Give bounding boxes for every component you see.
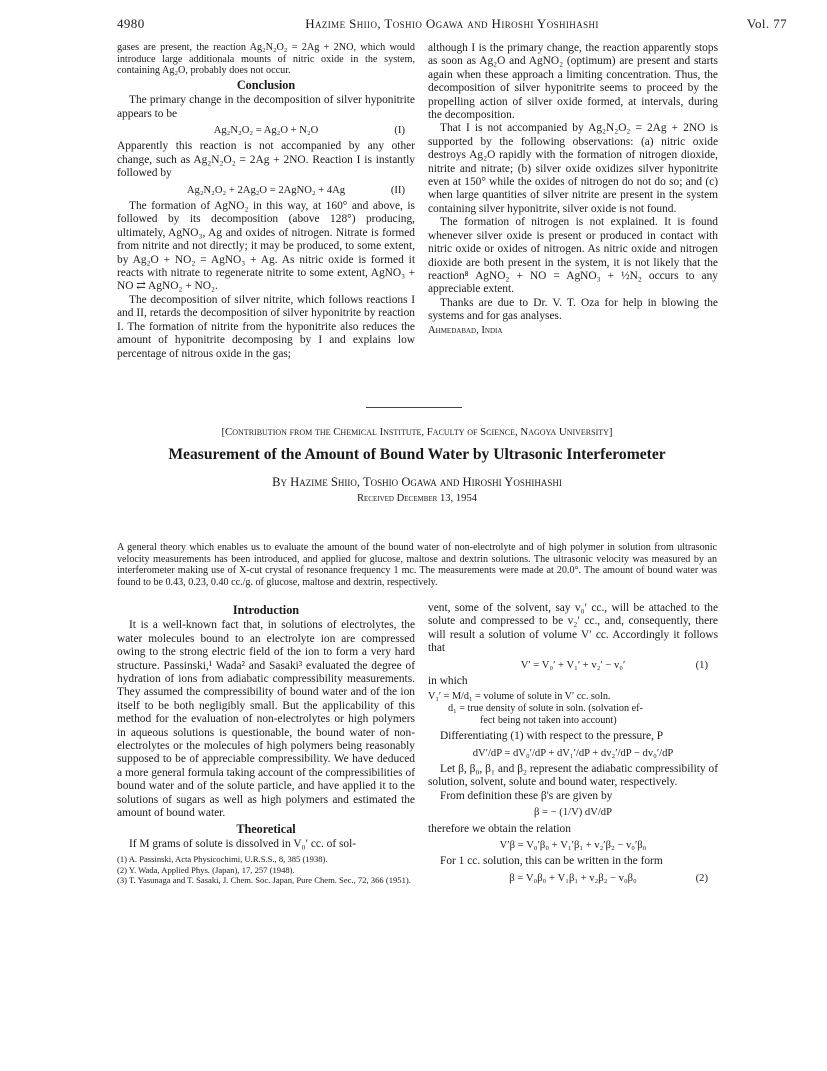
- equation-text: Ag₂N₂O₂ + 2Ag₂O = 2AgNO₂ + 4Ag: [186, 184, 346, 196]
- equation-II: [117, 184, 415, 197]
- abstract: A general theory which enables us to evaluate the amount of the bound water of non-electrolyte and of high polymer in solution from ultrasonic velocity measurements has been introduced, and applied for glucose, maltose and dextrin solutions. The ultrasonic velocity was measured by an interferometer making use of X-cut crystal of resonance frequency 1 mc. The measurements were made at 20.0°. The amount of bound water was found to be 0.43, 0.23, 0.40 cc./g. of glucose, maltose and dextrin, respectively.: [117, 542, 717, 588]
- article-right-column: [428, 602, 718, 888]
- equation-text: β = V₀β₀ + V₁β₁ + v₂β₂ − v₀β₀: [509, 872, 637, 884]
- article-divider: [366, 407, 462, 408]
- right-paragraph: Let β, β₀, β₁ and β₂ represent the adiabatic compressibility of solution, solvent, solute and bound water, respectively.: [428, 763, 718, 789]
- conclusion-heading: Conclusion: [236, 77, 296, 92]
- running-title: Hazime Shiio, Toshio Ogawa and Hiroshi Yoshihashi: [305, 16, 599, 31]
- right-paragraph: Differentiating (1) with respect to the pressure, P: [440, 730, 664, 743]
- equation-number: (I): [394, 125, 405, 136]
- equation-text: V′ = V₀′ + V₁′ + v₂′ − v₀′: [520, 659, 626, 671]
- prev-right-paragraph: The formation of nitrogen is not explained. It is found whenever silver oxide is present or produced in contact with nitric oxide or oxides of nitrogen. As nitric oxide and nitrogen dioxide are both present in the system, it is not likely that the reaction⁸ AgNO₂ + NO = AgNO₃ + ½N₂ occurs to any appreciable extent.: [428, 216, 718, 296]
- definition: fect being not taken into account): [480, 714, 617, 726]
- equation-text: Ag₂N₂O₂ = Ag₂O + N₂O: [213, 125, 319, 136]
- equation-1: [428, 659, 718, 672]
- prev-left-paragraph: The primary change in the decomposition of silver hyponitrite appears to be: [117, 94, 415, 120]
- definition: d₁ = true density of solute in soln. (solvation ef-: [448, 703, 643, 715]
- right-paragraph: For 1 cc. solution, this can be written in the form: [440, 855, 663, 868]
- equation-number: (II): [390, 184, 405, 196]
- equation-number: (1): [695, 659, 708, 671]
- equation-text: dV′/dP = dV₀′/dP + dV₁′/dP + dv₂′/dP − dv₀′/dP: [472, 747, 674, 759]
- received-date: Received December 13, 1954: [356, 493, 478, 504]
- footnote: (3) T. Yasunaga and T. Sasaki, J. Chem. Soc. Japan, Pure Chem. Sec., 72, 366 (1951).: [117, 874, 411, 885]
- right-paragraph: vent, some of the solvent, say v₀′ cc., will be attached to the solute and compressed to be v₂′ cc., and, consequently, there will result a solution of volume V′ cc. Accordingly it follows that: [428, 602, 718, 655]
- prev-article-right-column: [428, 42, 718, 337]
- equation-derivative: [428, 747, 718, 760]
- equation-2: [428, 872, 718, 885]
- prev-right-paragraph: That I is not accompanied by Ag₂N₂O₂ = 2Ag + 2NO is supported by the following observations: (a) nitric oxide destroys Ag₂O rapidly with the formation of nitrogen dioxide, nitrite and nitrate; (b) silver oxide oxidizes silver hyponitrite even at 150° while the oxides of nitrogen do not do so; and (c) when large quantities of silver nitrite are present in the system containing silver hyponitrite, silver oxide is not found.: [428, 122, 718, 215]
- acknowledgement: Thanks are due to Dr. V. T. Oza for help in blowing the systems and for gas analyses.: [428, 296, 718, 323]
- equation-I: [117, 124, 415, 137]
- footnote: (2) Y. Wada, Applied Phys. (Japan), 17, 257 (1948).: [117, 864, 295, 875]
- equation-text: V′β = V₀′β₀ + V₁′β₁ + v₂′β₂ − v₀′β₀: [499, 840, 647, 852]
- introduction-heading: Introduction: [232, 603, 300, 617]
- article-title: Measurement of the Amount of Bound Water by Ultrasonic Interferometer: [168, 446, 666, 463]
- introduction-paragraph: It is a well-known fact that, in solutions of electrolytes, the water molecules bound to an electrolyte ion are compressed owing to the strong electric field of the ion to form a very hard structure. Passinski,¹ Wada² and Sasaki³ evaluated the degree of hydration of ions from adiabatic compressibility measurements. They assumed the compressibility of bound water and of the ion itself to be both negligibly small. But the applicability of this method for the evaluation of non-electrolytes or high polymers in aqueous solutions is questionable, the bound water of non-electrolytes or the molecules of high polymers being reasonably supposed to be of appreciable compressibility. We have deduced a more general formula taking account of the compressibilities of bound water and of the solute particle, and have applied it to the solutions of sugars as well as high polymers and estimated the amount of bound water.: [117, 619, 415, 820]
- theoretical-paragraph: If M grams of solute is dissolved in V₀′ cc. of sol-: [129, 837, 357, 850]
- definitions: [428, 691, 718, 726]
- footnotes: [117, 854, 415, 885]
- prev-left-paragraph: The formation of AgNO₂ in this way, at 160° and above, is followed by its decomposition (above 128°) producing, ultimately, AgNO₃, Ag and oxides of nitrogen. Nitrate is formed from nitrite and not directly; it may be produced, to some extent, by Ag₂O + NO₂ = AgNO₃ + Ag. As nitric oxide is formed it reacts with nitrate to regenerate nitrite to some extent, AgNO₃ + NO ⇄ AgNO₂ + NO₂.: [117, 200, 415, 293]
- author-location: Ahmedabad, India: [428, 324, 503, 336]
- prev-left-paragraph: gases are present, the reaction Ag₂N₂O₂ = 2Ag + 2NO, which would introduce large additionala mounts of nitric oxide in the system, containing Ag₂O, probably does not occur.: [117, 42, 415, 77]
- volume-label: Vol. 77: [746, 16, 787, 31]
- theoretical-heading: Theoretical: [236, 821, 296, 836]
- prev-left-paragraph: The decomposition of silver nitrite, which follows reactions I and II, retards the decomposition of silver hyponitrite by reaction I. The formation of nitrite from the hyponitrite also reduces the amount of hyponitrite decomposing by I and explains low percentage of nitrous oxide in the gas;: [117, 293, 415, 360]
- right-paragraph: From definition these β's are given by: [440, 789, 613, 802]
- prev-left-paragraph: Apparently this reaction is not accompanied by any other change, such as Ag₂N₂O₂ = 2Ag + 2NO. Reaction I is instantly followed by: [117, 140, 415, 180]
- author-byline: By Hazime Shiio, Toshio Ogawa and Hiroshi Yoshihashi: [272, 475, 562, 489]
- right-paragraph: therefore we obtain the relation: [428, 822, 571, 835]
- page-number: 4980: [117, 16, 145, 31]
- article-left-column: [117, 602, 415, 885]
- in-which-text: in which: [428, 675, 468, 688]
- prev-article-left-column: [117, 42, 415, 361]
- definition: V₁′ = M/d₁ = volume of solute in V′ cc. soln.: [428, 691, 611, 703]
- contribution-line: [Contribution from the Chemical Institute, Faculty of Science, Nagoya University]: [221, 426, 613, 438]
- equation-relation: [428, 839, 718, 852]
- equation-text: β = − (1/V) dV/dP: [534, 807, 612, 819]
- running-header: [117, 16, 787, 36]
- prev-right-paragraph: although I is the primary change, the reaction apparently stops as soon as Ag₂O and AgNO₂ (optimum) are present and starts again when these approach a limiting concentration. Thus, the decomposition of silver hyponitrite seems to proceed by the propelling action of silver oxide formed, at intervals, during the decomposition.: [428, 42, 718, 122]
- footnote: (1) A. Passinski, Acta Physicochimi, U.R.S.S., 8, 385 (1938).: [117, 854, 328, 865]
- equation-beta-definition: [428, 806, 718, 819]
- equation-number: (2): [695, 872, 708, 884]
